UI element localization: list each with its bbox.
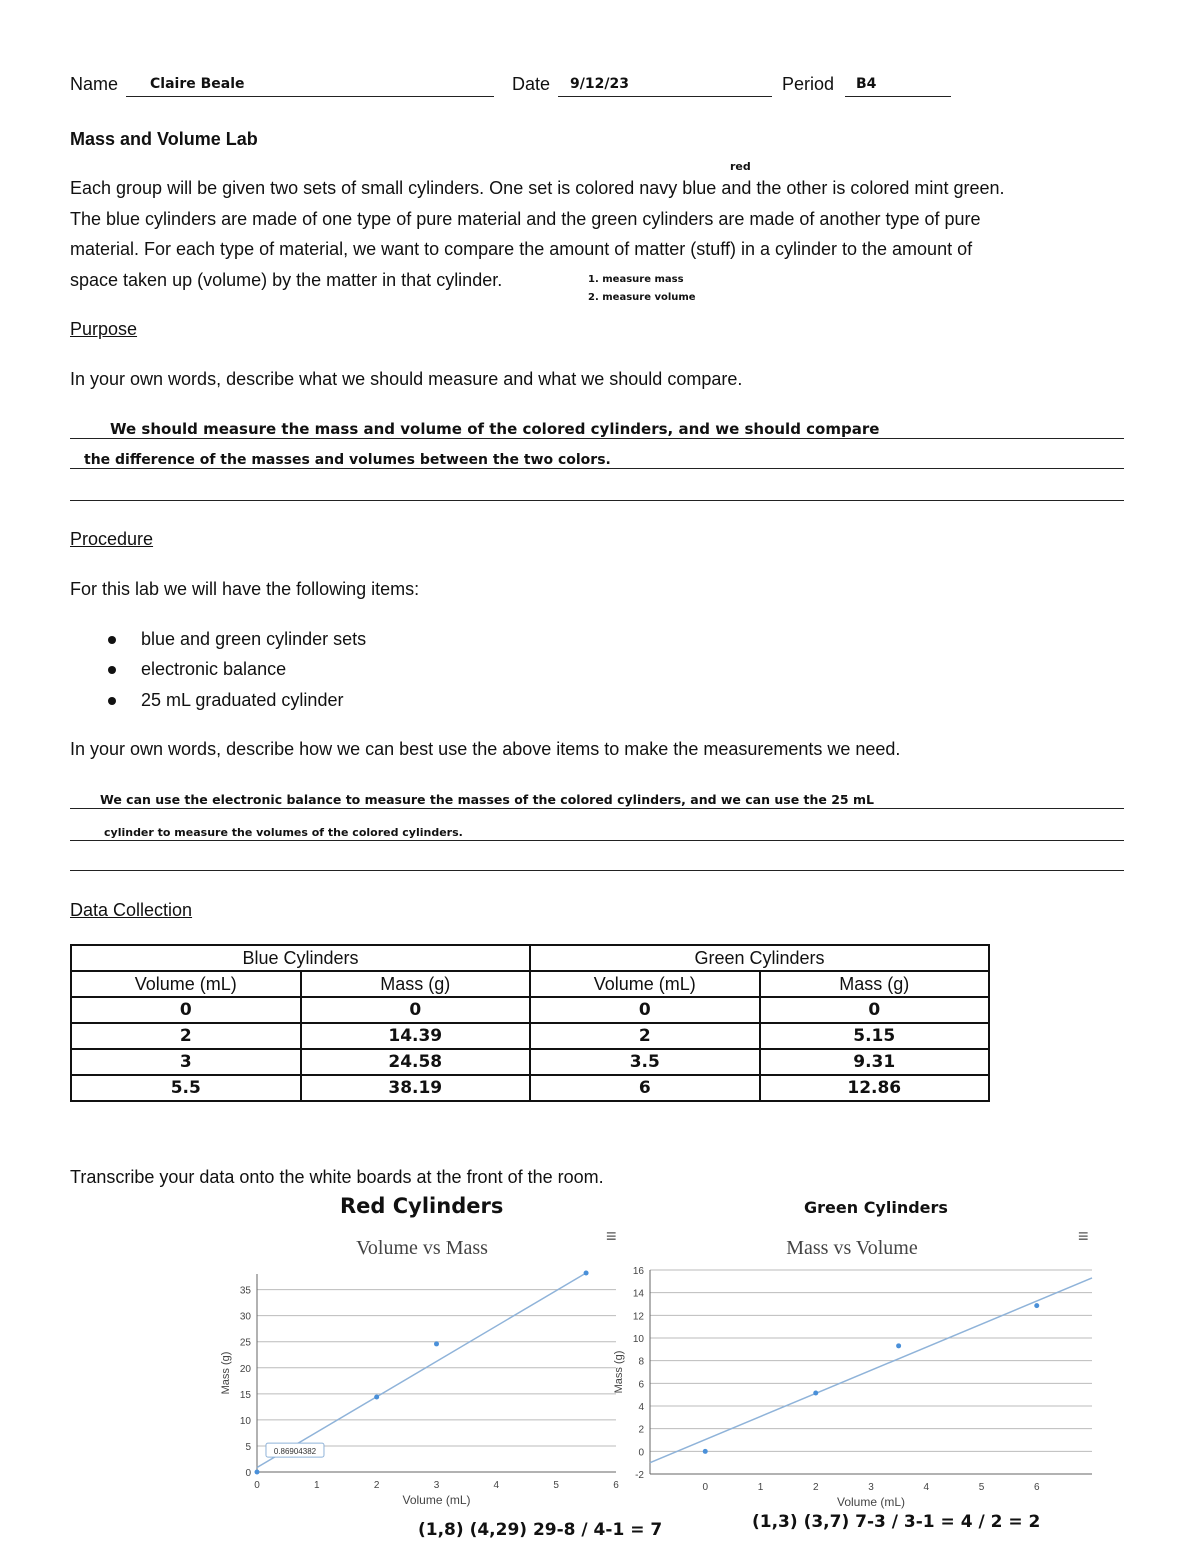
y-tick-label: 10 bbox=[239, 1415, 251, 1427]
name-line bbox=[126, 96, 494, 97]
answer-line bbox=[70, 468, 1124, 469]
y-tick-label: 14 bbox=[632, 1288, 644, 1300]
table-cell: 14.39 bbox=[301, 1023, 531, 1049]
y-tick-label: 15 bbox=[239, 1389, 251, 1401]
purpose-answer-line-1: We should measure the mass and volume of the colored cylinders, and we should compare bbox=[110, 420, 880, 438]
table-cell: 12.86 bbox=[760, 1075, 990, 1101]
bullet-icon bbox=[108, 697, 116, 705]
period-label: Period bbox=[782, 74, 835, 94]
answer-line bbox=[70, 438, 1124, 439]
data-point bbox=[703, 1449, 708, 1454]
chart-2-svg bbox=[613, 1228, 1100, 1512]
data-table bbox=[70, 944, 990, 1102]
y-axis-label: Mass (g) bbox=[613, 1350, 625, 1394]
transcribe-instruction: Transcribe your data onto the white boards at the front of the room. bbox=[70, 1167, 604, 1187]
col-header-volume: Volume (mL) bbox=[71, 971, 301, 997]
item-2: electronic balance bbox=[141, 659, 287, 679]
margin-note-2: 2. measure volume bbox=[588, 292, 696, 303]
x-tick-label: 0 bbox=[702, 1482, 709, 1493]
chart-2-handwritten-label: Green Cylinders bbox=[804, 1198, 948, 1217]
y-tick-label: 20 bbox=[239, 1363, 251, 1375]
table-cell: 38.19 bbox=[301, 1075, 531, 1101]
table-cell: 5.15 bbox=[760, 1023, 990, 1049]
data-point bbox=[1034, 1303, 1039, 1308]
table-cell: 0 bbox=[530, 997, 760, 1023]
x-tick-label: 5 bbox=[553, 1480, 559, 1491]
hamburger-menu-icon[interactable]: ≡ bbox=[606, 1226, 617, 1246]
tooltip-text: 0.86904382 bbox=[273, 1447, 317, 1457]
answer-line bbox=[70, 840, 1124, 841]
procedure-answer-line-1: We can use the electronic balance to measure the masses of the colored cylinders, and we can use the 25 mL bbox=[100, 792, 874, 807]
data-point bbox=[374, 1395, 379, 1400]
procedure-heading: Procedure bbox=[70, 529, 154, 549]
table-cell: 0 bbox=[760, 997, 990, 1023]
x-tick-label: 1 bbox=[314, 1480, 320, 1491]
x-tick-label: 1 bbox=[757, 1482, 764, 1493]
y-tick-label: 6 bbox=[638, 1379, 644, 1391]
y-tick-label: 8 bbox=[638, 1356, 644, 1368]
y-tick-label: 16 bbox=[632, 1266, 644, 1277]
table-cell: 2 bbox=[71, 1023, 301, 1049]
y-tick-label: 0 bbox=[638, 1447, 644, 1459]
bullet-icon bbox=[108, 636, 116, 644]
name-value: Claire Beale bbox=[150, 76, 245, 92]
table-cell: 2 bbox=[530, 1023, 760, 1049]
y-axis-label: Mass (g) bbox=[220, 1351, 232, 1395]
table-row bbox=[71, 1049, 989, 1075]
data-point bbox=[255, 1470, 260, 1475]
date-value: 9/12/23 bbox=[570, 76, 629, 92]
green-calculation: (1,3) (3,7) 7-3 / 3-1 = 4 / 2 = 2 bbox=[752, 1512, 1041, 1532]
chart-1-svg bbox=[220, 1228, 628, 1512]
x-tick-label: 2 bbox=[812, 1482, 819, 1493]
chart-title: Volume vs Mass bbox=[356, 1237, 488, 1259]
data-point bbox=[434, 1341, 439, 1346]
y-tick-label: 5 bbox=[245, 1441, 251, 1453]
intro-line-2: The blue cylinders are made of one type of pure material and the green cylinders are made of another type of pure bbox=[70, 209, 981, 229]
y-tick-label: 35 bbox=[239, 1285, 251, 1297]
chart-title: Mass vs Volume bbox=[786, 1237, 918, 1259]
answer-line bbox=[70, 808, 1124, 809]
table-cell: 9.31 bbox=[760, 1049, 990, 1075]
intro-line-1: Each group will be given two sets of small cylinders. One set is colored navy blue and the other is colored mint green. bbox=[70, 178, 1005, 198]
intro-line-4: space taken up (volume) by the matter in that cylinder. bbox=[70, 270, 503, 290]
trendline bbox=[650, 1278, 1092, 1463]
table-row bbox=[71, 1075, 989, 1101]
data-point bbox=[584, 1271, 589, 1276]
hamburger-menu-icon[interactable]: ≡ bbox=[1078, 1226, 1089, 1246]
green-header: Green Cylinders bbox=[530, 945, 989, 971]
x-tick-label: 6 bbox=[613, 1480, 619, 1491]
data-point bbox=[813, 1390, 818, 1395]
y-tick-label: 2 bbox=[638, 1424, 644, 1436]
table-cell: 0 bbox=[71, 997, 301, 1023]
table-cell: 0 bbox=[301, 997, 531, 1023]
period-line bbox=[845, 96, 951, 97]
table-row bbox=[71, 997, 989, 1023]
procedure-prompt: In your own words, describe how we can best use the above items to make the measurements we need. bbox=[70, 739, 901, 759]
name-label: Name bbox=[70, 74, 119, 94]
page-title: Mass and Volume Lab bbox=[70, 129, 258, 149]
purpose-answer-line-2: the difference of the masses and volumes between the two colors. bbox=[84, 452, 611, 468]
col-header-mass: Mass (g) bbox=[760, 971, 990, 997]
y-tick-label: 10 bbox=[632, 1334, 644, 1345]
margin-note-1: 1. measure mass bbox=[588, 274, 684, 285]
y-tick-label: -2 bbox=[635, 1470, 644, 1481]
item-1: blue and green cylinder sets bbox=[141, 629, 367, 649]
data-point bbox=[896, 1343, 901, 1348]
y-tick-label: 30 bbox=[239, 1311, 251, 1323]
y-tick-label: 4 bbox=[638, 1402, 644, 1413]
x-tick-label: 3 bbox=[433, 1480, 440, 1491]
table-cell: 5.5 bbox=[71, 1075, 301, 1101]
margin-note-red: red bbox=[730, 160, 751, 173]
table-cell: 3.5 bbox=[530, 1049, 760, 1075]
answer-line bbox=[70, 870, 1124, 871]
x-tick-label: 4 bbox=[493, 1480, 500, 1491]
bullet-icon bbox=[108, 666, 116, 674]
x-tick-label: 6 bbox=[1033, 1482, 1040, 1493]
data-collection-heading: Data Collection bbox=[70, 900, 193, 920]
table-row bbox=[71, 1023, 989, 1049]
table-cell: 6 bbox=[530, 1075, 760, 1101]
y-tick-label: 0 bbox=[245, 1468, 251, 1479]
chart-mass-vs-volume bbox=[613, 1226, 1100, 1512]
chart-1-handwritten-label: Red Cylinders bbox=[340, 1194, 504, 1218]
date-line bbox=[558, 96, 772, 97]
procedure-intro: For this lab we will have the following items: bbox=[70, 579, 420, 599]
x-tick-label: 0 bbox=[254, 1480, 260, 1491]
x-tick-label: 2 bbox=[373, 1480, 380, 1491]
item-3: 25 mL graduated cylinder bbox=[141, 690, 344, 710]
x-axis-label: Volume (mL) bbox=[402, 1493, 471, 1507]
x-axis-label: Volume (mL) bbox=[836, 1495, 906, 1509]
procedure-answer-line-2: cylinder to measure the volumes of the colored cylinders. bbox=[104, 826, 463, 839]
y-tick-label: 12 bbox=[632, 1311, 644, 1323]
table-cell: 24.58 bbox=[301, 1049, 531, 1075]
blue-header: Blue Cylinders bbox=[71, 945, 530, 971]
x-tick-label: 5 bbox=[978, 1482, 985, 1493]
table-cell: 3 bbox=[71, 1049, 301, 1075]
date-label: Date bbox=[512, 74, 551, 94]
intro-line-3: material. For each type of material, we want to compare the amount of matter (stuff) in a cylinder to the amount of bbox=[70, 239, 973, 259]
x-tick-label: 3 bbox=[868, 1482, 874, 1493]
col-header-volume: Volume (mL) bbox=[530, 971, 760, 997]
col-header-mass: Mass (g) bbox=[301, 971, 531, 997]
purpose-heading: Purpose bbox=[70, 319, 138, 339]
chart-volume-vs-mass bbox=[220, 1228, 628, 1512]
answer-line bbox=[70, 500, 1124, 501]
trendline bbox=[257, 1273, 586, 1467]
x-tick-label: 4 bbox=[923, 1482, 930, 1493]
red-calculation: (1,8) (4,29) 29-8 / 4-1 = 7 bbox=[418, 1520, 663, 1540]
purpose-prompt: In your own words, describe what we should measure and what we should compare. bbox=[70, 369, 743, 389]
y-tick-label: 25 bbox=[239, 1337, 251, 1349]
period-value: B4 bbox=[856, 76, 877, 92]
